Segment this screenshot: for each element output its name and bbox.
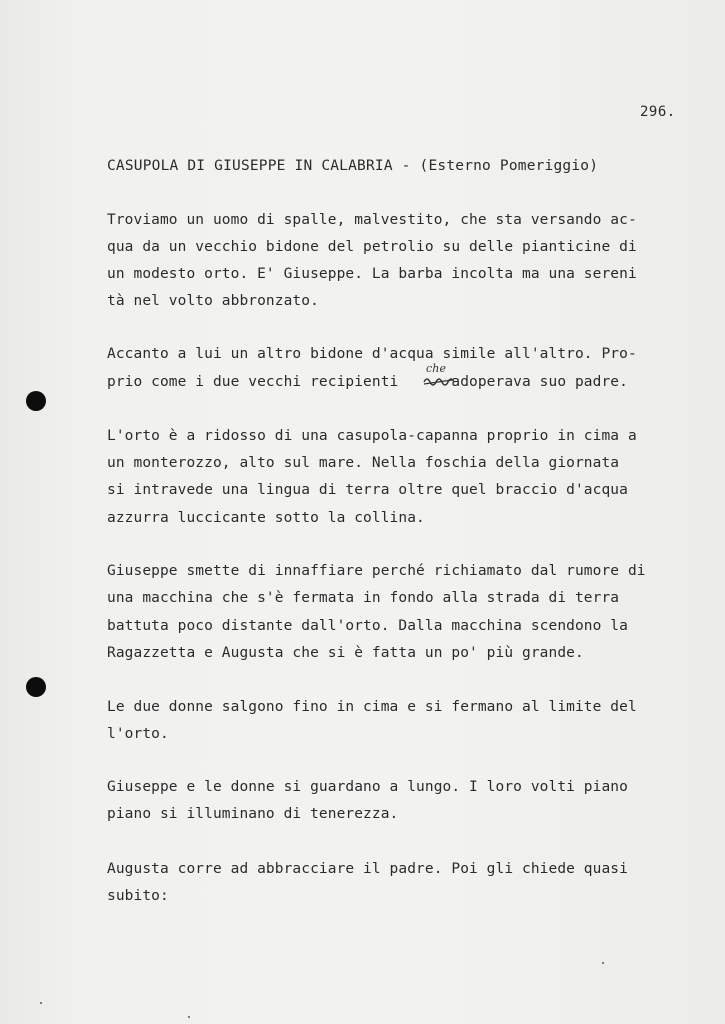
paragraph-6-line-2: piano si illuminano di tenerezza.	[107, 806, 399, 822]
paragraph-7-line-1: Augusta corre ad abbracciare il padre. Poi gli chiede quasi	[107, 861, 628, 877]
punch-hole-top	[26, 391, 46, 411]
punch-hole-bottom	[26, 677, 46, 697]
scene-heading: CASUPOLA DI GIUSEPPE IN CALABRIA - (Esterno Pomeriggio)	[107, 158, 599, 174]
paragraph-3-line-2: un monterozzo, alto sul mare. Nella foschia della giornata	[107, 455, 620, 471]
paragraph-4-line-1: Giuseppe smette di innaffiare perché richiamato dal rumore di	[107, 563, 646, 579]
handwritten-insertion: che	[426, 362, 447, 375]
paragraph-6-line-1: Giuseppe e le donne si guardano a lungo. I loro volti piano	[107, 779, 628, 795]
paragraph-3-line-4: azzurra luccicante sotto la collina.	[107, 510, 425, 526]
paragraph-2-line-1: Accanto a lui un altro bidone d'acqua simile all'altro. Pro-	[107, 346, 637, 362]
paper-speck	[602, 962, 604, 964]
page-number: 296.	[640, 104, 676, 120]
paragraph-3-line-1: L'orto è a ridosso di una casupola-capanna proprio in cima a	[107, 428, 637, 444]
paragraph-4-line-2: una macchina che s'è fermata in fondo alla strada di terra	[107, 590, 620, 606]
paragraph-3-line-3: si intravede una lingua di terra oltre quel braccio d'acqua	[107, 482, 628, 498]
paragraph-4-line-4: Ragazzetta e Augusta che si è fatta un po' più grande.	[107, 645, 584, 661]
crossed-out-word-scribble	[422, 365, 456, 389]
paragraph-5-line-2: l'orto.	[107, 726, 169, 742]
paragraph-2-line-2: prio come i due vecchi recipienti adoperava suo padre.	[107, 374, 628, 390]
paragraph-7-line-2: subito:	[107, 888, 169, 904]
paragraph-1-line-1: Troviamo un uomo di spalle, malvestito, che sta versando ac-	[107, 212, 637, 228]
paragraph-5-line-1: Le due donne salgono fino in cima e si fermano al limite del	[107, 699, 637, 715]
paragraph-1-line-3: un modesto orto. E' Giuseppe. La barba incolta ma una sereni	[107, 266, 637, 282]
paragraph-1-line-4: tà nel volto abbronzato.	[107, 293, 319, 309]
paper-speck	[188, 1016, 190, 1018]
paragraph-1-line-2: qua da un vecchio bidone del petrolio su delle pianticine di	[107, 239, 637, 255]
paragraph-4-line-3: battuta poco distante dall'orto. Dalla macchina scendono la	[107, 618, 628, 634]
paper-speck	[40, 1002, 42, 1004]
